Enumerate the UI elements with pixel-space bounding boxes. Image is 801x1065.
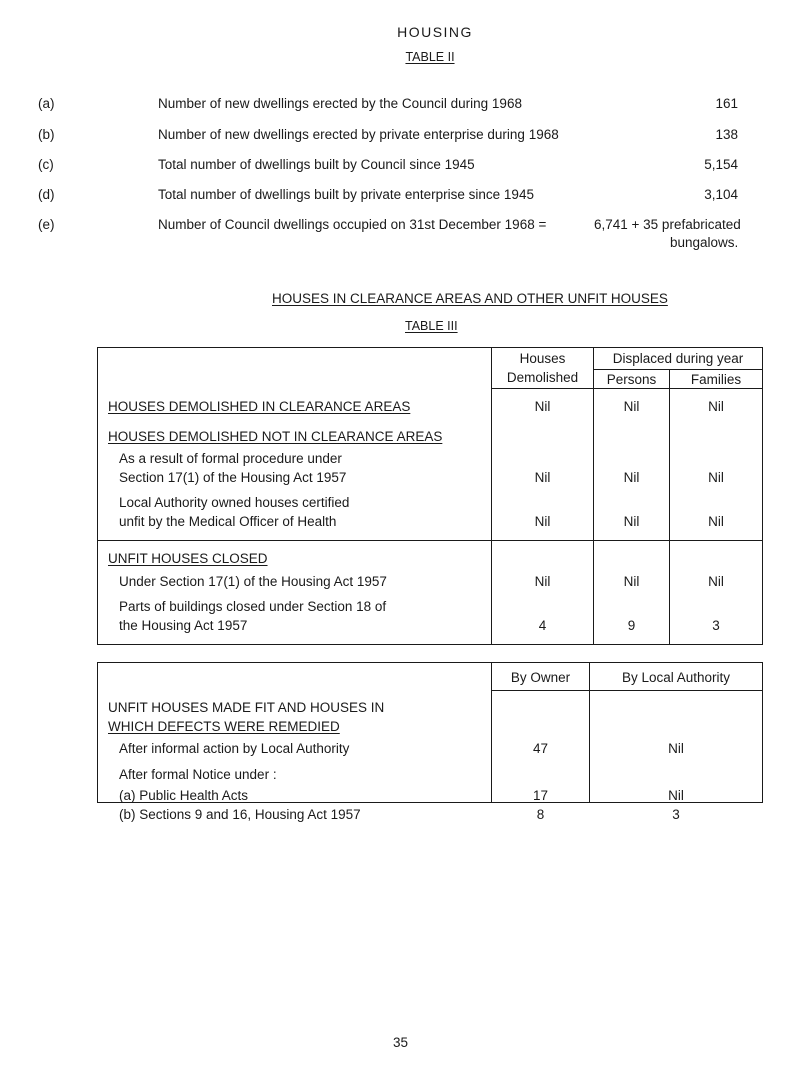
table3-divider xyxy=(491,347,492,645)
demolished-value: Nil xyxy=(534,470,551,485)
remedied-heading: UNFIT HOUSES MADE FIT AND HOUSES IN xyxy=(108,700,385,715)
col-families: Families xyxy=(690,372,742,387)
row-c-value: 5,154 xyxy=(704,157,738,172)
families-value: Nil xyxy=(708,574,724,589)
row-label: unfit by the Medical Officer of Health xyxy=(119,514,337,529)
remedied-divider xyxy=(491,690,762,691)
row-label: (a) Public Health Acts xyxy=(119,788,249,803)
la-value: Nil xyxy=(668,788,684,803)
row-c-text: Total number of dwellings built by Council since 1945 xyxy=(158,157,475,172)
table3-divider xyxy=(593,347,594,645)
row-b-text: Number of new dwellings erected by private enterprise during 1968 xyxy=(158,127,559,142)
col-by-local-authority: By Local Authority xyxy=(621,670,731,685)
persons-value: Nil xyxy=(623,470,640,485)
owner-value: 8 xyxy=(536,807,545,822)
col-by-owner: By Owner xyxy=(510,670,571,685)
row-a-text: Number of new dwellings erected by the Council during 1968 xyxy=(158,96,522,111)
row-label: As a result of formal procedure under xyxy=(119,451,342,466)
demolished-value: 4 xyxy=(538,618,547,633)
row-b-value: 138 xyxy=(715,127,738,142)
persons-value: Nil xyxy=(623,514,640,529)
page-title: HOUSING xyxy=(397,24,473,40)
row-a-label: (a) xyxy=(38,96,55,111)
row-label: Local Authority owned houses certified xyxy=(119,495,350,510)
demolished-value: Nil xyxy=(534,399,551,414)
table3-divider xyxy=(593,369,762,370)
row-e-value-continued: bungalows. xyxy=(670,235,739,250)
table2-title: TABLE II xyxy=(405,50,455,64)
row-d-value: 3,104 xyxy=(704,187,738,202)
demolished-value: Nil xyxy=(534,514,551,529)
section-unfit-closed: UNFIT HOUSES CLOSED xyxy=(108,551,268,566)
owner-value: 47 xyxy=(532,741,549,756)
col-persons: Persons xyxy=(606,372,657,387)
row-label: Under Section 17(1) of the Housing Act 1957 xyxy=(119,574,387,589)
row-label: (b) Sections 9 and 16, Housing Act 1957 xyxy=(119,807,361,822)
persons-value: 9 xyxy=(627,618,636,633)
la-value: Nil xyxy=(668,741,684,756)
row-b-label: (b) xyxy=(38,127,55,142)
remedied-heading: WHICH DEFECTS WERE REMEDIED xyxy=(108,719,340,734)
row-e-label: (e) xyxy=(38,217,55,232)
row-e-text: Number of Council dwellings occupied on 31st December 1968 = xyxy=(158,217,547,232)
row-c-label: (c) xyxy=(38,157,54,172)
col-houses: Houses xyxy=(519,351,566,366)
row-label: After informal action by Local Authority xyxy=(119,741,350,756)
families-value: 3 xyxy=(712,618,720,633)
section-demolished-clearance: HOUSES DEMOLISHED IN CLEARANCE AREAS xyxy=(108,399,411,414)
section-demolished-not-clearance: HOUSES DEMOLISHED NOT IN CLEARANCE AREAS xyxy=(108,429,443,444)
table3-title: TABLE III xyxy=(405,319,458,333)
row-a-value: 161 xyxy=(715,96,738,111)
row-label: After formal Notice under : xyxy=(119,767,277,782)
la-value: 3 xyxy=(672,807,680,822)
table3-divider xyxy=(97,540,763,541)
row-e-value: 6,741 + 35 prefabricated xyxy=(594,217,741,232)
persons-value: Nil xyxy=(623,399,640,414)
row-label: Parts of buildings closed under Section 18 of xyxy=(119,599,387,614)
col-displaced: Displaced during year xyxy=(612,351,744,366)
owner-value: 17 xyxy=(532,788,549,803)
demolished-value: Nil xyxy=(534,574,551,589)
families-value: Nil xyxy=(708,399,724,414)
table3-divider xyxy=(491,388,762,389)
clearance-heading: HOUSES IN CLEARANCE AREAS AND OTHER UNFIT HOUSES xyxy=(272,291,668,306)
row-d-label: (d) xyxy=(38,187,55,202)
page-number: 35 xyxy=(392,1035,409,1050)
col-demolished: Demolished xyxy=(506,370,579,385)
row-label: Section 17(1) of the Housing Act 1957 xyxy=(119,470,347,485)
families-value: Nil xyxy=(708,514,724,529)
families-value: Nil xyxy=(708,470,724,485)
row-label: the Housing Act 1957 xyxy=(119,618,248,633)
row-d-text: Total number of dwellings built by private enterprise since 1945 xyxy=(158,187,534,202)
persons-value: Nil xyxy=(623,574,640,589)
